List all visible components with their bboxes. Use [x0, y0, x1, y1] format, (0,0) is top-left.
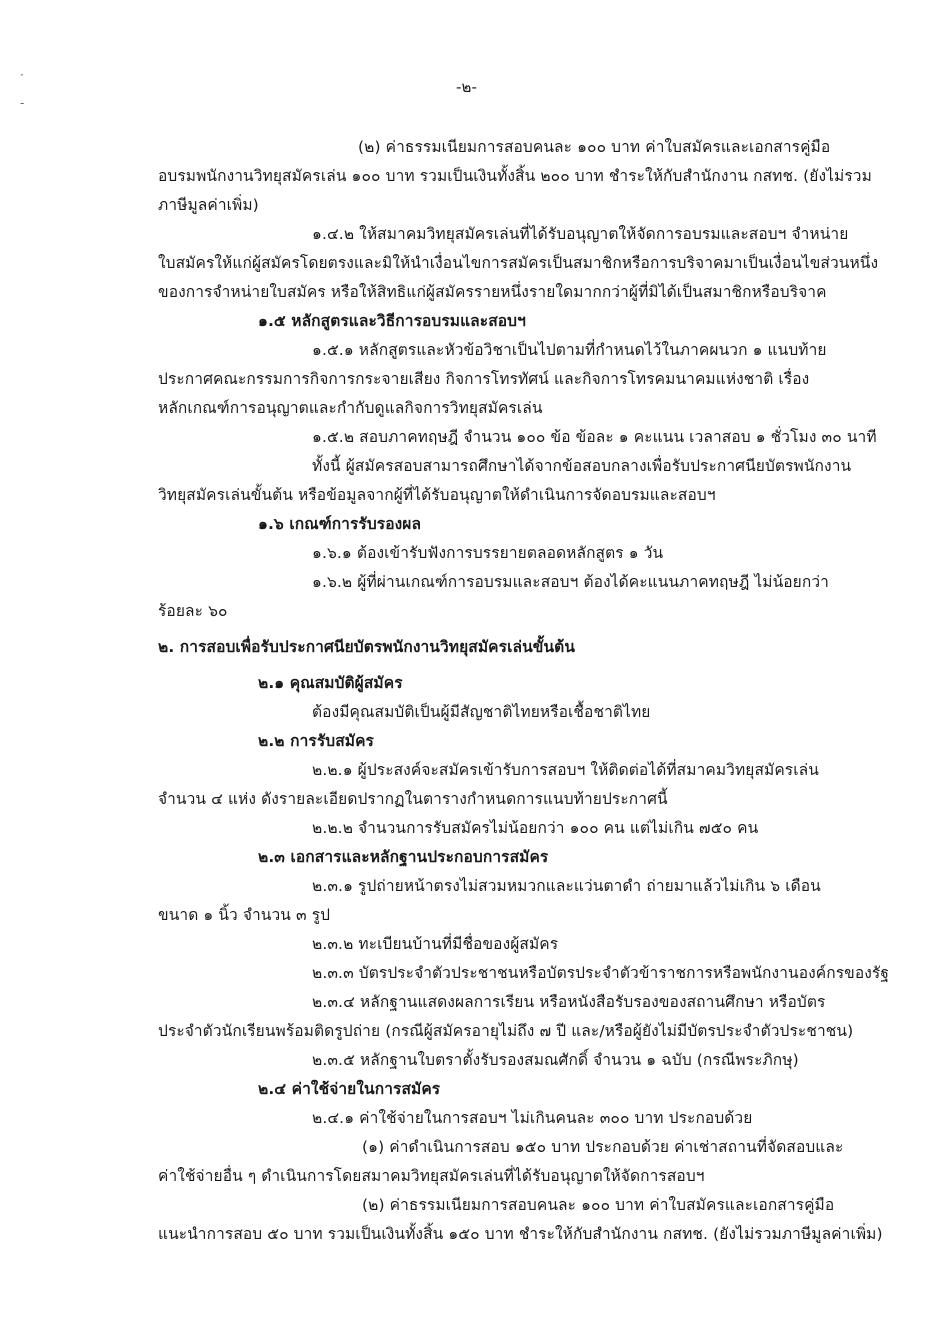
section-heading: ๒.๒ การรับสมัคร: [258, 732, 374, 750]
text-line: ๒.๒.๒ จำนวนการรับสมัครไม่น้อยกว่า ๑๐๐ คน แต่ไม่เกิน ๗๕๐ คน: [312, 819, 759, 837]
text-line: ๒.๓.๓ บัตรประจำตัวประชาชนหรือบัตรประจำตัวข้าราชการหรือพนักงานองค์กรของรัฐ: [312, 964, 890, 982]
text-line: ๑.๔.๒ ให้สมาคมวิทยุสมัครเล่นที่ได้รับอนุญาตให้จัดการอบรมและสอบฯ จำหน่าย: [312, 225, 849, 243]
text-line: (๒) ค่าธรรมเนียมการสอบคนละ ๑๐๐ บาท ค่าใบสมัครและเอกสารคู่มือ: [358, 138, 831, 156]
text-line: แนะนำการสอบ ๕๐ บาท รวมเป็นเงินทั้งสิ้น ๑๕๐ บาท ชำระให้กับสำนักงาน กสทช. (ยังไม่รวมภาษีมูลค่าเพิ่ม): [158, 1225, 883, 1243]
text-line: ๒.๔.๑ ค่าใช้จ่ายในการสอบฯ ไม่เกินคนละ ๓๐๐ บาท ประกอบด้วย: [312, 1109, 753, 1127]
text-line: ร้อยละ ๖๐: [158, 602, 228, 620]
text-line: ค่าใช้จ่ายอื่น ๆ ดำเนินการโดยสมาคมวิทยุสมัครเล่นที่ได้รับอนุญาตให้จัดการสอบฯ: [158, 1167, 705, 1185]
main-heading: ๒. การสอบเพื่อรับประกาศนียบัตรพนักงานวิทยุสมัครเล่นขั้นต้น: [158, 638, 576, 656]
text-line: ต้องมีคุณสมบัติเป็นผู้มีสัญชาติไทยหรือเชื้อชาติไทย: [312, 703, 651, 721]
section-heading: ๑.๖ เกณฑ์การรับรองผล: [258, 515, 422, 533]
section-heading: ๒.๓ เอกสารและหลักฐานประกอบการสมัคร: [258, 848, 549, 866]
text-line: ๒.๓.๒ ทะเบียนบ้านที่มีชื่อของผู้สมัคร: [312, 935, 559, 953]
scan-mark: ·: [20, 68, 24, 82]
text-line: ๒.๓.๕ หลักฐานใบตราตั้งรับรองสมณศักดิ์ จำนวน ๑ ฉบับ (กรณีพระภิกษุ): [312, 1051, 799, 1069]
text-line: ๑.๕.๑ หลักสูตรและหัวข้อวิชาเป็นไปตามที่กำหนดไว้ในภาคผนวก ๑ แนบท้าย: [312, 341, 827, 359]
text-line: ๑.๖.๒ ผู้ที่ผ่านเกณฑ์การอบรมและสอบฯ ต้องได้คะแนนภาคทฤษฎี ไม่น้อยกว่า: [312, 573, 829, 591]
section-heading: ๒.๑ คุณสมบัติผู้สมัคร: [258, 674, 403, 692]
text-line: หลักเกณฑ์การอนุญาตและกำกับดูแลกิจการวิทยุสมัครเล่น: [158, 399, 543, 417]
text-line: (๑) ค่าดำเนินการสอบ ๑๕๐ บาท ประกอบด้วย ค่าเช่าสถานที่จัดสอบและ: [362, 1138, 844, 1156]
text-line: ประจำตัวนักเรียนพร้อมติดรูปถ่าย (กรณีผู้สมัครอายุไม่ถึง ๗ ปี และ/หรือผู้ยังไม่มีบัตรประจำตัวประชาชน): [158, 1022, 854, 1040]
scan-mark: -: [20, 96, 25, 110]
text-line: ๒.๒.๑ ผู้ประสงค์จะสมัครเข้ารับการสอบฯ ให้ติดต่อได้ที่สมาคมวิทยุสมัครเล่น: [312, 761, 819, 779]
text-line: ๒.๓.๔ หลักฐานแสดงผลการเรียน หรือหนังสือรับรองของสถานศึกษา หรือบัตร: [312, 993, 826, 1011]
text-line: ใบสมัครให้แก่ผู้สมัครโดยตรงและมิให้นำเงื่อนไขการสมัครเป็นสมาชิกหรือการบริจาคมาเป็นเงื่อนไขส่วนหนึ่ง: [158, 254, 879, 272]
text-line: (๒) ค่าธรรมเนียมการสอบคนละ ๑๐๐ บาท ค่าใบสมัครและเอกสารคู่มือ: [362, 1196, 835, 1214]
text-line: ๑.๖.๑ ต้องเข้ารับฟังการบรรยายตลอดหลักสูตร ๑ วัน: [312, 544, 664, 562]
text-line: จำนวน ๔ แห่ง ดังรายละเอียดปรากฏในตารางกำหนดการแนบท้ายประกาศนี้: [158, 790, 668, 808]
text-line: ภาษีมูลค่าเพิ่ม): [158, 196, 259, 214]
text-line: อบรมพนักงานวิทยุสมัครเล่น ๑๐๐ บาท รวมเป็นเงินทั้งสิ้น ๒๐๐ บาท ชำระให้กับสำนักงาน กสทช. (ยังไม่รวม: [158, 167, 872, 185]
text-line: ๒.๓.๑ รูปถ่ายหน้าตรงไม่สวมหมวกและแว่นตาดำ ถ่ายมาแล้วไม่เกิน ๖ เดือน: [312, 877, 821, 895]
text-line: ประกาศคณะกรรมการกิจการกระจายเสียง กิจการโทรทัศน์ และกิจการโทรคมนาคมแห่งชาติ เรื่อง: [158, 370, 810, 388]
text-line: ๑.๕.๒ สอบภาคทฤษฎี จำนวน ๑๐๐ ข้อ ข้อละ ๑ คะแนน เวลาสอบ ๑ ชั่วโมง ๓๐ นาที: [312, 428, 877, 446]
text-line: ของการจำหน่ายใบสมัคร หรือให้สิทธิแก่ผู้สมัครรายหนึ่งรายใดมากกว่าผู้ที่มิได้เป็นสมาชิกหรือบริจาค: [158, 283, 827, 301]
section-heading: ๒.๔ ค่าใช้จ่ายในการสมัคร: [258, 1080, 441, 1098]
text-line: ขนาด ๑ นิ้ว จำนวน ๓ รูป: [158, 906, 331, 924]
page-number: -๒-: [456, 78, 478, 96]
text-line: วิทยุสมัครเล่นขั้นต้น หรือข้อมูลจากผู้ที่ได้รับอนุญาตให้ดำเนินการจัดอบรมและสอบฯ: [158, 486, 716, 504]
text-line: ทั้งนี้ ผู้สมัครสอบสามารถศึกษาได้จากข้อสอบกลางเพื่อรับประกาศนียบัตรพนักงาน: [312, 457, 852, 475]
section-heading: ๑.๕ หลักสูตรและวิธีการอบรมและสอบฯ: [258, 312, 526, 330]
